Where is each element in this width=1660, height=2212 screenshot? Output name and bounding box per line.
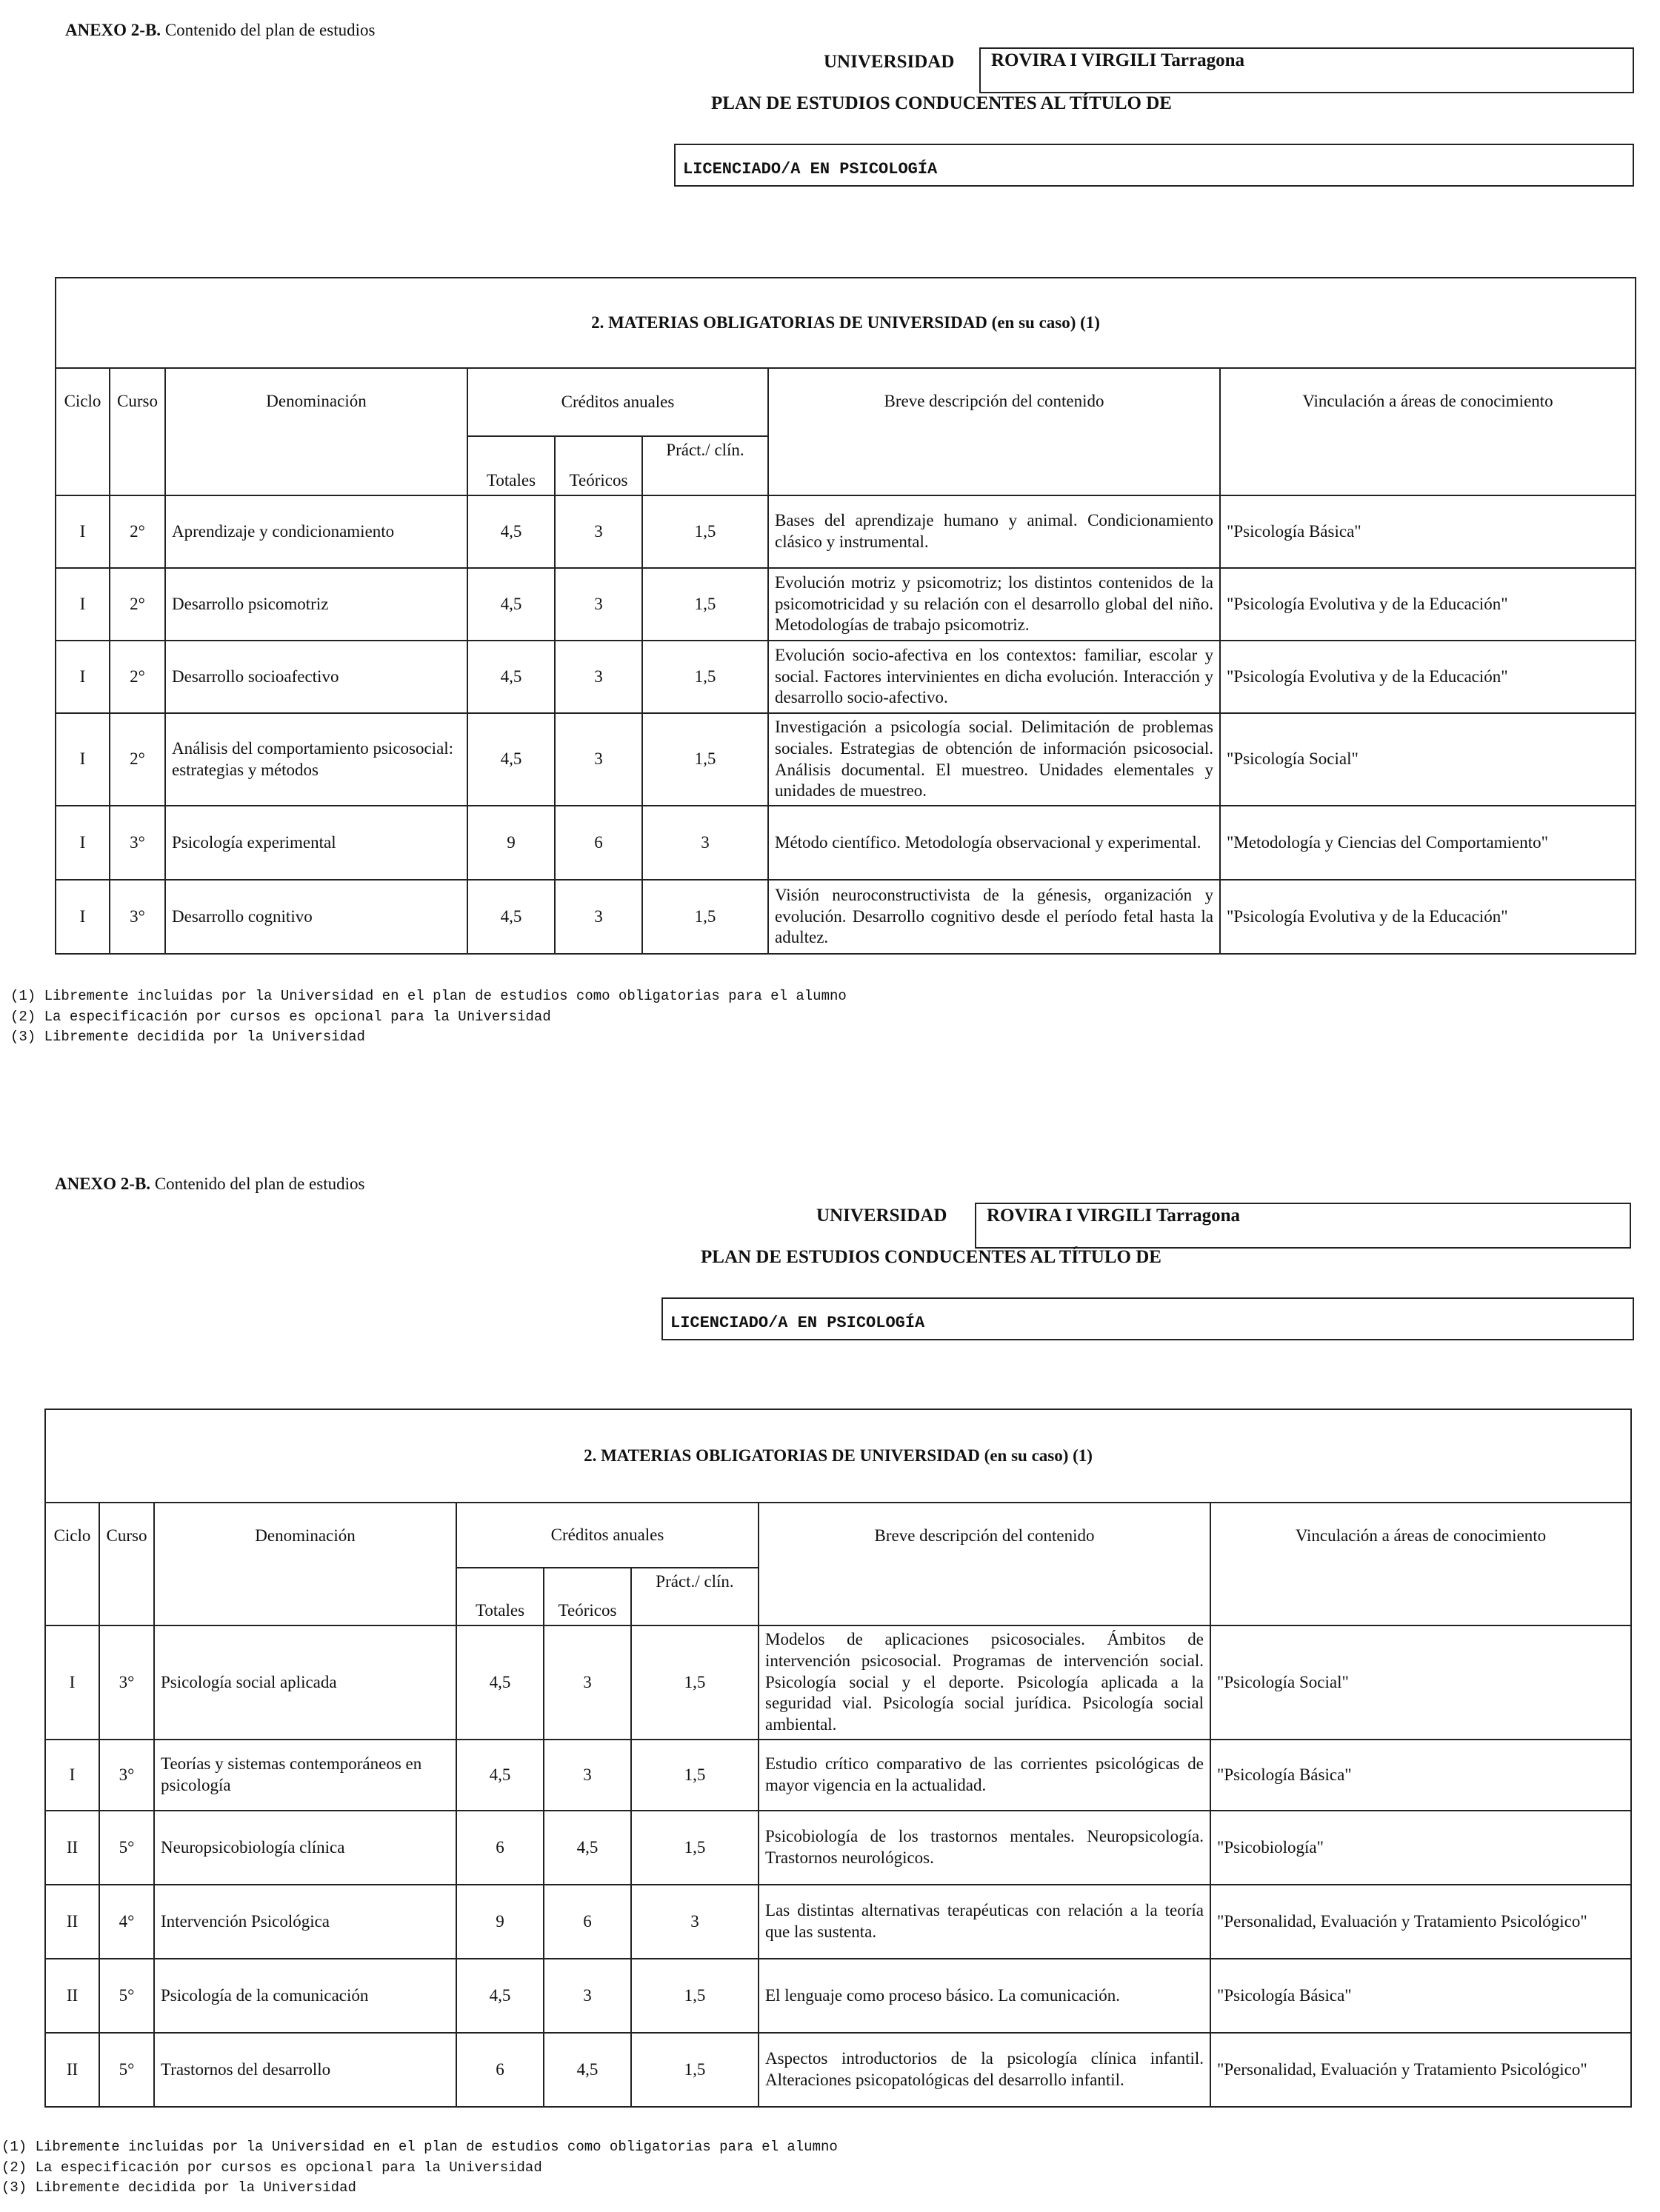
cell-practicos: 1,5 — [631, 1740, 759, 1811]
footnote: (2) La especificación por cursos es opcional para la Universidad — [10, 1008, 551, 1025]
degree-box: LICENCIADO/A EN PSICOLOGÍA — [661, 1297, 1634, 1340]
cell-teoricos: 3 — [555, 641, 642, 713]
table-row — [45, 2033, 1631, 2107]
cell-denominacion: Psicología social aplicada — [154, 1625, 456, 1740]
cell-ciclo: I — [56, 568, 110, 641]
cell-denominacion: Análisis del comportamiento psicosocial: estrategias y métodos — [165, 713, 467, 806]
cell-vinculacion: "Personalidad, Evaluación y Tratamiento Psicológico" — [1210, 2033, 1631, 2107]
footnote: (1) Libremente incluidas por la Universidad en el plan de estudios como obligatorias para el alumno — [1, 2139, 838, 2155]
cell-curso: 2° — [110, 568, 165, 641]
cell-descripcion: Evolución motriz y psicomotriz; los distintos contenidos de la psicomotricidad y su relación con el desarrollo global del niño. Metodologías de trabajo psicomotriz. — [768, 568, 1220, 641]
table-row — [45, 1885, 1631, 1959]
cell-vinculacion: "Psicobiología" — [1210, 1811, 1631, 1885]
cell-totales: 9 — [456, 1885, 544, 1959]
cell-totales: 4,5 — [467, 713, 555, 806]
cell-denominacion: Intervención Psicológica — [154, 1885, 456, 1959]
cell-practicos: 1,5 — [642, 880, 768, 954]
cell-denominacion: Desarrollo cognitivo — [165, 880, 467, 954]
cell-totales: 4,5 — [467, 641, 555, 713]
header-creditos: Créditos anuales — [467, 368, 768, 436]
header-descripcion: Breve descripción del contenido — [768, 368, 1220, 495]
cell-ciclo: I — [56, 713, 110, 806]
footnote: (2) La especificación por cursos es opcional para la Universidad — [1, 2159, 542, 2176]
cell-teoricos: 3 — [555, 495, 642, 568]
cell-teoricos: 4,5 — [544, 2033, 631, 2107]
header-vinculacion: Vinculación a áreas de conocimiento — [1220, 368, 1636, 495]
cell-totales: 6 — [456, 2033, 544, 2107]
cell-vinculacion: "Psicología Evolutiva y de la Educación" — [1220, 880, 1636, 954]
cell-ciclo: I — [56, 495, 110, 568]
cell-teoricos: 6 — [555, 806, 642, 880]
header-curso: Curso — [99, 1503, 154, 1625]
cell-denominacion: Psicología de la comunicación — [154, 1959, 456, 2033]
university-label: UNIVERSIDAD — [824, 52, 955, 72]
cell-practicos: 1,5 — [631, 1959, 759, 2033]
header-teoricos: Teóricos — [544, 1568, 631, 1625]
table-row — [45, 1740, 1631, 1811]
cell-descripcion: Método científico. Metodología observacional y experimental. — [768, 806, 1220, 880]
subjects-table — [44, 1409, 1632, 2108]
cell-descripcion: Psicobiología de los trastornos mentales. Neuropsicología. Trastornos neurológicos. — [759, 1811, 1210, 1885]
cell-vinculacion: "Psicología Básica" — [1220, 495, 1636, 568]
cell-denominacion: Desarrollo psicomotriz — [165, 568, 467, 641]
cell-practicos: 1,5 — [631, 2033, 759, 2107]
cell-curso: 5° — [99, 1959, 154, 2033]
cell-vinculacion: "Psicología Social" — [1220, 713, 1636, 806]
cell-vinculacion: "Psicología Evolutiva y de la Educación" — [1220, 641, 1636, 713]
cell-descripcion: Estudio crítico comparativo de las corrientes psicológicas de mayor vigencia en la actualidad. — [759, 1740, 1210, 1811]
cell-denominacion: Aprendizaje y condicionamiento — [165, 495, 467, 568]
cell-descripcion: Las distintas alternativas terapéuticas con relación a la teoría que las sustenta. — [759, 1885, 1210, 1959]
cell-curso: 5° — [99, 2033, 154, 2107]
header-curso: Curso — [110, 368, 165, 495]
cell-totales: 4,5 — [456, 1959, 544, 2033]
cell-denominacion: Trastornos del desarrollo — [154, 2033, 456, 2107]
cell-teoricos: 4,5 — [544, 1811, 631, 1885]
university-name: ROVIRA I VIRGILI Tarragona — [979, 47, 1634, 93]
cell-denominacion: Desarrollo socioafectivo — [165, 641, 467, 713]
cell-vinculacion: "Psicología Evolutiva y de la Educación" — [1220, 568, 1636, 641]
cell-curso: 3° — [99, 1625, 154, 1740]
cell-curso: 2° — [110, 495, 165, 568]
cell-teoricos: 3 — [555, 880, 642, 954]
cell-vinculacion: "Metodología y Ciencias del Comportamiento" — [1220, 806, 1636, 880]
cell-denominacion: Teorías y sistemas contemporáneos en psicología — [154, 1740, 456, 1811]
annex-text: Contenido del plan de estudios — [154, 1175, 365, 1193]
cell-practicos: 1,5 — [642, 641, 768, 713]
cell-practicos: 1,5 — [631, 1811, 759, 1885]
cell-totales: 4,5 — [456, 1625, 544, 1740]
cell-curso: 2° — [110, 713, 165, 806]
cell-ciclo: I — [56, 806, 110, 880]
cell-teoricos: 6 — [544, 1885, 631, 1959]
cell-teoricos: 3 — [555, 568, 642, 641]
cell-totales: 9 — [467, 806, 555, 880]
cell-vinculacion: "Psicología Social" — [1210, 1625, 1631, 1740]
header-denominacion: Denominación — [154, 1503, 456, 1625]
header-totales: Totales — [467, 436, 555, 495]
cell-totales: 4,5 — [467, 495, 555, 568]
annex-label: ANEXO 2-B. — [55, 1175, 151, 1193]
cell-descripcion: Bases del aprendizaje humano y animal. Condicionamiento clásico y instrumental. — [768, 495, 1220, 568]
table-row — [45, 1811, 1631, 1885]
header-teoricos: Teóricos — [555, 436, 642, 495]
footnote: (3) Libremente decidida por la Universidad — [1, 2179, 356, 2196]
header-creditos: Créditos anuales — [456, 1503, 759, 1568]
header-ciclo: Ciclo — [56, 368, 110, 495]
cell-practicos: 1,5 — [631, 1625, 759, 1740]
header-totales: Totales — [456, 1568, 544, 1625]
cell-practicos: 1,5 — [642, 495, 768, 568]
cell-totales: 6 — [456, 1811, 544, 1885]
cell-descripcion: Evolución socio-afectiva en los contextos: familiar, escolar y social. Factores intervinientes en dicha evolución. Interacción y desarrollo socio-afectivo. — [768, 641, 1220, 713]
cell-descripcion: Aspectos introductorios de la psicología clínica infantil. Alteraciones psicopatológicas del desarrollo infantil. — [759, 2033, 1210, 2107]
cell-curso: 3° — [110, 880, 165, 954]
cell-descripcion: Modelos de aplicaciones psicosociales. Ámbitos de intervención psicosocial. Programas de intervención social. Psicología social y el deporte. Psicología aplicada a la seguridad vial. Psicología social jurídica. Psicología social ambiental. — [759, 1625, 1210, 1740]
cell-curso: 4° — [99, 1885, 154, 1959]
cell-ciclo: II — [45, 1959, 99, 2033]
cell-ciclo: I — [45, 1625, 99, 1740]
cell-ciclo: I — [56, 641, 110, 713]
plan-title: PLAN DE ESTUDIOS CONDUCENTES AL TÍTULO DE — [701, 1247, 1161, 1267]
cell-teoricos: 3 — [544, 1740, 631, 1811]
annex-label: ANEXO 2-B. — [65, 21, 161, 39]
cell-ciclo: II — [45, 1885, 99, 1959]
cell-teoricos: 3 — [555, 713, 642, 806]
plan-title: PLAN DE ESTUDIOS CONDUCENTES AL TÍTULO DE — [711, 93, 1172, 113]
cell-ciclo: II — [45, 1811, 99, 1885]
degree-box: LICENCIADO/A EN PSICOLOGÍA — [674, 144, 1634, 187]
cell-ciclo: II — [45, 2033, 99, 2107]
cell-vinculacion: "Psicología Básica" — [1210, 1959, 1631, 2033]
annex-text: Contenido del plan de estudios — [164, 21, 376, 39]
footnote: (1) Libremente incluidas por la Universidad en el plan de estudios como obligatorias para el alumno — [10, 988, 847, 1004]
cell-vinculacion: "Personalidad, Evaluación y Tratamiento Psicológico" — [1210, 1885, 1631, 1959]
header-descripcion: Breve descripción del contenido — [759, 1503, 1210, 1625]
cell-practicos: 3 — [631, 1885, 759, 1959]
table-title: 2. MATERIAS OBLIGATORIAS DE UNIVERSIDAD (en su caso) (1) — [45, 1409, 1631, 1503]
cell-vinculacion: "Psicología Básica" — [1210, 1740, 1631, 1811]
header-vinculacion: Vinculación a áreas de conocimiento — [1210, 1503, 1631, 1625]
cell-curso: 3° — [99, 1740, 154, 1811]
cell-curso: 5° — [99, 1811, 154, 1885]
university-name: ROVIRA I VIRGILI Tarragona — [975, 1203, 1631, 1249]
footnotes — [1, 2137, 838, 2199]
cell-ciclo: I — [56, 880, 110, 954]
cell-denominacion: Psicología experimental — [165, 806, 467, 880]
cell-totales: 4,5 — [467, 568, 555, 641]
cell-descripcion: El lenguaje como proceso básico. La comunicación. — [759, 1959, 1210, 2033]
cell-practicos: 1,5 — [642, 713, 768, 806]
table-row — [45, 1625, 1631, 1740]
cell-descripcion: Investigación a psicología social. Delimitación de problemas sociales. Estrategias de obtención de información psicosocial. Análisis documental. El muestreo. Unidades elementales y unidades de muestreo. — [768, 713, 1220, 806]
cell-teoricos: 3 — [544, 1625, 631, 1740]
cell-totales: 4,5 — [456, 1740, 544, 1811]
header-practicos: Práct./ clín. — [642, 436, 768, 495]
cell-practicos: 1,5 — [642, 568, 768, 641]
table-title: 2. MATERIAS OBLIGATORIAS DE UNIVERSIDAD (en su caso) (1) — [56, 278, 1636, 368]
cell-curso: 3° — [110, 806, 165, 880]
university-label: UNIVERSIDAD — [816, 1206, 947, 1226]
header-practicos: Práct./ clín. — [631, 1568, 759, 1625]
cell-curso: 2° — [110, 641, 165, 713]
annex-heading — [55, 1175, 364, 1194]
cell-practicos: 3 — [642, 806, 768, 880]
cell-teoricos: 3 — [544, 1959, 631, 2033]
cell-denominacion: Neuropsicobiología clínica — [154, 1811, 456, 1885]
cell-ciclo: I — [45, 1740, 99, 1811]
footnote: (3) Libremente decidida por la Universidad — [10, 1029, 365, 1046]
cell-descripcion: Visión neuroconstructivista de la génesis, organización y evolución. Desarrollo cognitivo desde el período fetal hasta la adultez. — [768, 880, 1220, 954]
table-row — [45, 1959, 1631, 2033]
header-denominacion: Denominación — [165, 368, 467, 495]
cell-totales: 4,5 — [467, 880, 555, 954]
header-ciclo: Ciclo — [45, 1503, 99, 1625]
